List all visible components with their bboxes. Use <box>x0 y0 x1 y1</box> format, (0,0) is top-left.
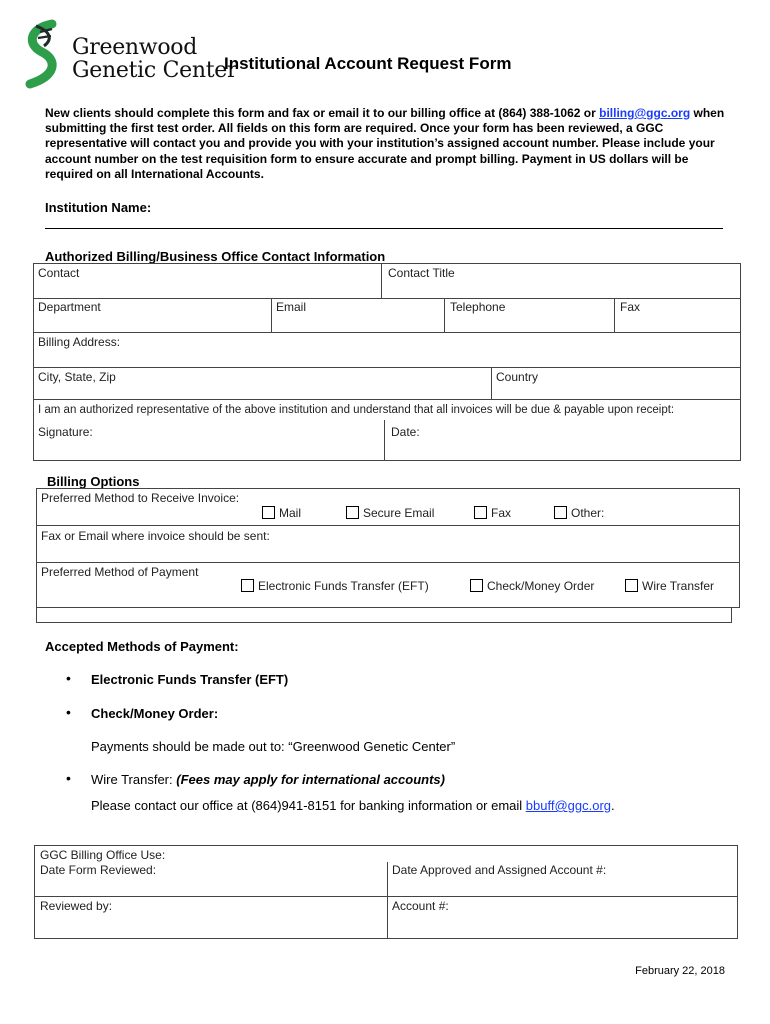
department-field[interactable]: Department <box>38 300 101 314</box>
check-money-order-label: Check/Money Order <box>487 579 595 593</box>
form-title: Institutional Account Request Form <box>224 54 512 73</box>
footer-date: February 22, 2018 <box>635 965 725 977</box>
invoice-option-fax[interactable] <box>474 506 511 520</box>
email-field[interactable]: Email <box>276 300 307 314</box>
date-field[interactable]: Date: <box>391 425 420 439</box>
bbuff-email-link[interactable]: bbuff@ggc.org <box>525 798 612 813</box>
eft-label: Electronic Funds Transfer (EFT) <box>258 579 429 593</box>
mail-checkbox[interactable] <box>262 506 275 519</box>
logo-line-2: Genetic Center <box>72 58 238 83</box>
fax-email-destination-field[interactable]: Fax or Email where invoice should be sent: <box>41 529 270 543</box>
fax-label: Fax <box>491 506 512 520</box>
check-method: Check/Money Order: <box>91 706 219 721</box>
dna-helix-icon <box>22 18 72 92</box>
office-use-heading: GGC Billing Office Use: <box>40 848 166 862</box>
secure-email-label: Secure Email <box>363 506 435 520</box>
billing-address-field[interactable]: Billing Address: <box>38 335 121 349</box>
contact-field[interactable]: Contact <box>38 266 80 280</box>
wire-transfer-label: Wire Transfer <box>642 579 715 593</box>
billing-options-heading: Billing Options <box>47 474 140 489</box>
bullet-icon: • <box>66 670 71 686</box>
wire-transfer-checkbox[interactable] <box>625 579 638 592</box>
invoice-option-secure-email[interactable] <box>346 506 434 520</box>
payment-option-eft[interactable] <box>241 579 429 593</box>
date-reviewed-field[interactable]: Date Form Reviewed: <box>40 863 157 877</box>
payment-option-wire[interactable] <box>625 579 714 593</box>
fax-field[interactable]: Fax <box>620 300 641 314</box>
banking-contact-prefix: Please contact our office at (864)941-8151 for banking information or email <box>91 798 526 813</box>
institution-label: Institution Name: <box>45 200 152 215</box>
wire-method <box>91 772 445 787</box>
billing-contact-table <box>33 263 741 461</box>
secure-email-checkbox[interactable] <box>346 506 359 519</box>
banking-contact-suffix: . <box>611 798 615 813</box>
signature-field[interactable]: Signature: <box>38 425 93 439</box>
country-field[interactable]: Country <box>496 370 539 384</box>
logo-text <box>72 36 237 82</box>
eft-checkbox[interactable] <box>241 579 254 592</box>
intro-text-1: New clients should complete this form and fax or email it to our billing office at (864) 388-1062 or <box>45 106 600 120</box>
reviewed-by-field[interactable]: Reviewed by: <box>40 899 113 913</box>
banking-contact-text <box>91 798 615 813</box>
bullet-icon: • <box>66 704 71 720</box>
invoice-option-mail[interactable] <box>262 506 301 520</box>
intro-paragraph <box>45 106 735 182</box>
payment-method-label: Preferred Method of Payment <box>41 565 199 579</box>
date-approved-field[interactable]: Date Approved and Assigned Account #: <box>392 863 607 877</box>
other-checkbox[interactable] <box>554 506 567 519</box>
logo-line-1: Greenwood <box>72 35 198 60</box>
office-use-table <box>34 845 738 939</box>
other-label: Other: <box>571 506 605 520</box>
payment-option-check[interactable] <box>470 579 594 593</box>
payable-to-text: Payments should be made out to: “Greenwood Genetic Center” <box>91 739 456 754</box>
accepted-methods-heading: Accepted Methods of Payment: <box>45 639 239 654</box>
wire-method-label: Wire Transfer: <box>91 772 177 787</box>
city-state-zip-field[interactable]: City, State, Zip <box>38 370 116 384</box>
invoice-option-other[interactable] <box>554 506 604 520</box>
telephone-field[interactable]: Telephone <box>450 300 506 314</box>
mail-label: Mail <box>279 506 302 520</box>
preferred-invoice-label: Preferred Method to Receive Invoice: <box>41 491 240 505</box>
account-number-field[interactable]: Account #: <box>392 899 449 913</box>
contact-title-field[interactable]: Contact Title <box>388 266 455 280</box>
billing-options-footer-strip <box>36 608 732 623</box>
billing-options-table <box>36 488 740 608</box>
institution-name-line[interactable] <box>45 228 723 229</box>
authorization-statement: I am an authorized representative of the above institution and understand that all invoices will be due & payable upon receipt: <box>38 404 675 416</box>
billing-contact-heading: Authorized Billing/Business Office Contact Information <box>45 249 386 264</box>
intro-text-2: when submitting the first test order. All fields on this form are required. Once your form has been reviewed, a GGC representative will contact you and provide you with your institution’s assigned account number. Please include your account number on the test requisition form to ensure accurate and prompt billing. Payment in US dollars will be required on all International Accounts. <box>45 106 725 181</box>
eft-method: Electronic Funds Transfer (EFT) <box>91 672 289 687</box>
check-money-order-checkbox[interactable] <box>470 579 483 592</box>
billing-email-link[interactable]: billing@ggc.org <box>599 106 691 120</box>
wire-fee-note: (Fees may apply for international accounts) <box>176 772 445 787</box>
fax-checkbox[interactable] <box>474 506 487 519</box>
bullet-icon: • <box>66 770 71 786</box>
